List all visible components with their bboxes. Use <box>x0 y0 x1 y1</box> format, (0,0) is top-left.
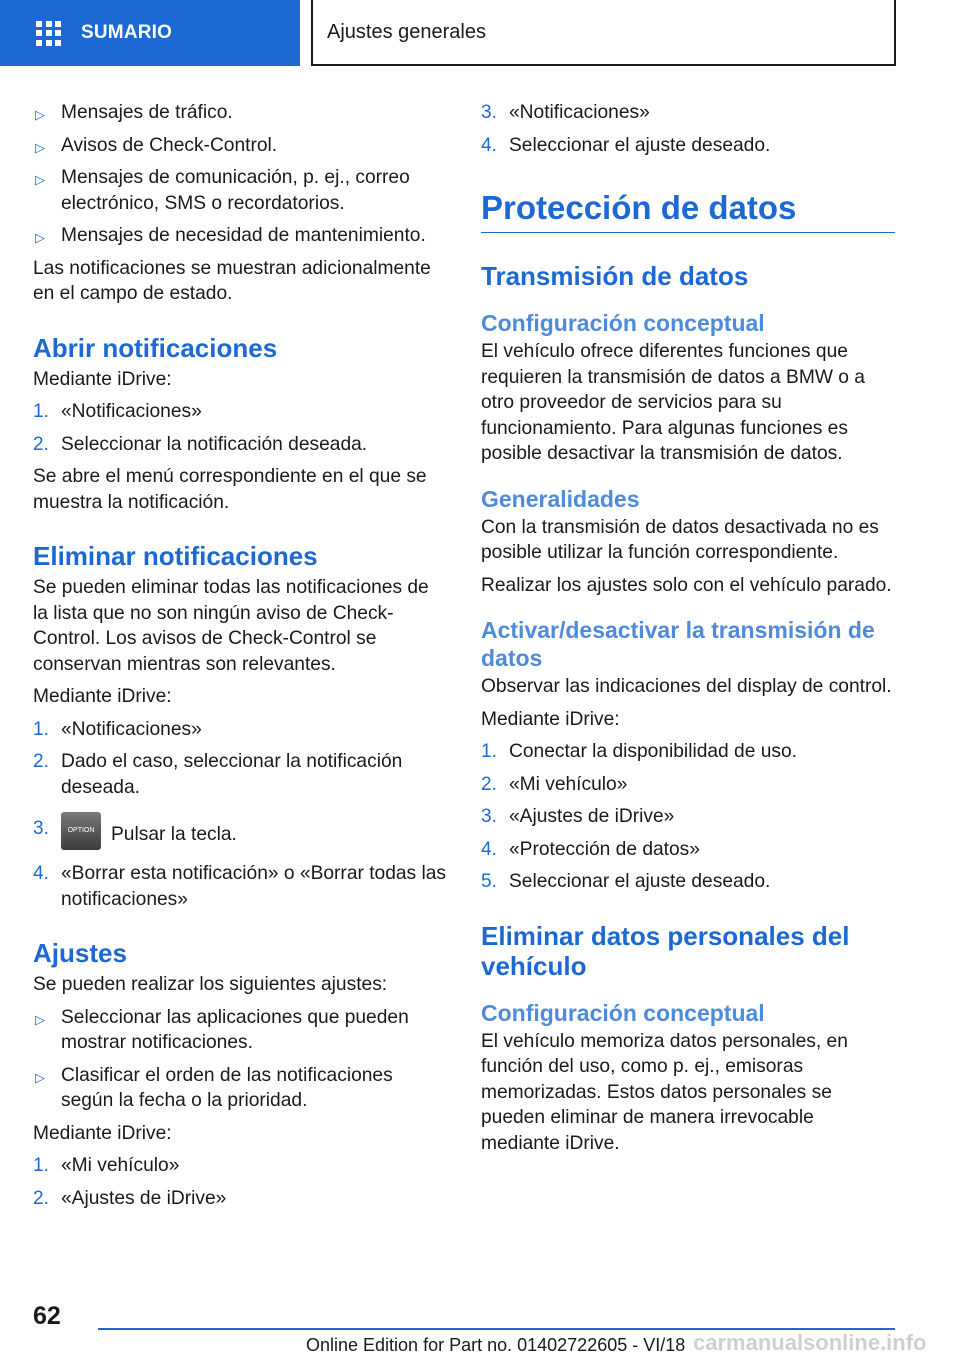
edition-text: Online Edition for Part no. 01402722605 - VI/18 <box>306 1335 686 1355</box>
list-item: 1. «Notificaciones» <box>33 718 202 740</box>
list-item: 4. «Protección de datos» <box>481 838 700 860</box>
bullet-list-top <box>33 100 447 249</box>
list-item: 3. «Ajustes de iDrive» <box>481 806 675 827</box>
list-item: ▷ Avisos de Check-Control. <box>33 133 447 159</box>
ajustes-bullets <box>33 1005 447 1114</box>
list-item: ▷ Mensajes de comunicación, p. ej., correo electrónico, SMS o recordatorios. <box>35 167 410 214</box>
list-item: 1. «Notificaciones» <box>33 401 202 422</box>
concept-heading: Configuración conceptual <box>481 310 765 336</box>
activar-steps <box>481 739 895 895</box>
triangle-right-icon: ▷ <box>35 1011 45 1027</box>
right-column <box>481 100 895 1163</box>
transmision-heading: Transmisión de datos <box>481 261 749 291</box>
abrir-via: Mediante iDrive: <box>33 368 172 390</box>
eliminar-via: Mediante iDrive: <box>33 686 172 707</box>
eliminar-datos-heading: Eliminar datos personales del vehículo <box>481 920 850 981</box>
list-item: 4. Seleccionar el ajuste deseado. <box>481 134 771 156</box>
sumario-label: SUMARIO <box>81 22 173 43</box>
list-item: 3. OPTION Pulsar la tecla. <box>33 816 447 854</box>
list-item: ▷ Mensajes de tráfico. <box>33 100 447 126</box>
ajustes-via: Mediante iDrive: <box>33 1122 172 1144</box>
eliminar-steps <box>33 717 447 913</box>
abrir-steps <box>33 399 447 457</box>
activar-heading: Activar/desactivar la transmisión de datos <box>481 617 875 671</box>
list-item: ▷ Mensajes de necesidad de mantenimiento. <box>33 223 447 249</box>
triangle-right-icon: ▷ <box>35 107 45 122</box>
watermark: carmanualsonline.info <box>693 1330 927 1355</box>
triangle-right-icon: ▷ <box>35 139 45 155</box>
continued-steps <box>481 100 895 158</box>
grid-menu-icon <box>36 21 61 46</box>
list-item: 5. Seleccionar el ajuste deseado. <box>481 871 771 892</box>
activar-via: Mediante iDrive: <box>481 708 620 730</box>
intro-paragraph: Las notificaciones se muestran adicionalmente en el campo de estado. <box>33 257 431 304</box>
general-heading: Generalidades <box>481 485 640 512</box>
general-paragraph-2: Realizar los ajustes solo con el vehículo parado. <box>481 574 892 596</box>
general-paragraph-1: Con la transmisión de datos desactivada no es posible utilizar la función correspondiente. <box>481 516 879 563</box>
eliminar-heading: Eliminar notificaciones <box>33 541 318 571</box>
top-bar <box>0 0 960 68</box>
triangle-right-icon: ▷ <box>35 1069 45 1085</box>
list-item: ▷ Clasificar el orden de las notificaciones según la fecha o la prioridad. <box>35 1064 393 1111</box>
abrir-heading: Abrir notificaciones <box>33 332 278 363</box>
triangle-right-icon: ▷ <box>35 172 45 187</box>
activar-paragraph: Observar las indicaciones del display de control. <box>481 676 892 697</box>
sumario-button[interactable] <box>0 0 300 66</box>
eliminar-paragraph: Se pueden eliminar todas las notificaciones de la lista que no son ningún aviso de Check-Control. Los avisos de Check-Control se conservan mientras son relevantes. <box>33 577 429 675</box>
section-title: Ajustes generales <box>311 0 896 66</box>
list-item: 4. «Borrar esta notificación» o «Borrar todas las notificaciones» <box>33 863 447 910</box>
abrir-after: Se abre el menú correspondiente en el que se muestra la notificación. <box>33 466 427 513</box>
option-button-icon: OPTION <box>61 812 101 850</box>
list-item: 1. Conectar la disponibilidad de uso. <box>481 741 797 762</box>
list-item: 3. «Notificaciones» <box>481 102 650 123</box>
list-item: 2. «Ajustes de iDrive» <box>33 1187 227 1209</box>
list-item: 2. Seleccionar la notificación deseada. <box>33 433 368 455</box>
ajustes-paragraph: Se pueden realizar los siguientes ajustes: <box>33 974 388 995</box>
eliminar-concept-heading: Configuración conceptual <box>481 999 765 1026</box>
list-item: ▷ Seleccionar las aplicaciones que pueden mostrar notificaciones. <box>35 1006 409 1053</box>
ajustes-steps <box>33 1153 447 1211</box>
triangle-right-icon: ▷ <box>35 230 45 245</box>
proteccion-heading: Protección de datos <box>481 188 895 233</box>
list-item: 2. Dado el caso, seleccionar la notificación deseada. <box>33 751 403 798</box>
left-column <box>33 100 447 1218</box>
page-number: 62 <box>33 1302 61 1330</box>
ajustes-heading: Ajustes <box>33 938 127 968</box>
list-item: 1. «Mi vehículo» <box>33 1155 180 1176</box>
list-item: 2. «Mi vehículo» <box>481 773 628 795</box>
concept-paragraph: El vehículo ofrece diferentes funciones que requieren la transmisión de datos a BMW o a otro proveedor de servicios para su funcionamiento. Para algunas funciones es posible desactivar la transmisión de datos. <box>481 341 865 464</box>
eliminar-concept-paragraph: El vehículo memoriza datos personales, en función del uso, como p. ej., emisoras memorizadas. Estos datos personales se pueden eliminar de manera irrevocable mediante iDrive. <box>481 1030 848 1154</box>
